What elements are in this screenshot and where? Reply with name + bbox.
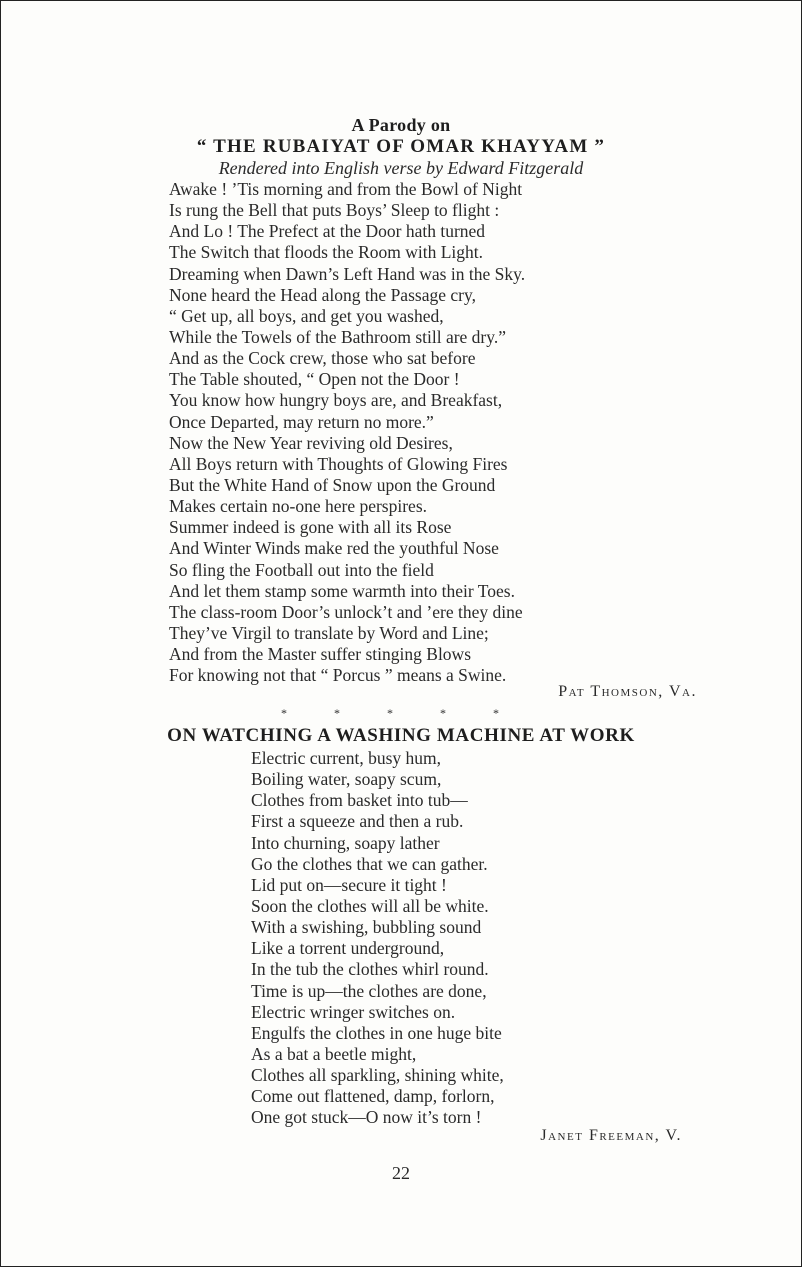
poem-line: Go the clothes that we can gather. (251, 853, 488, 874)
poem-line: “ Get up, all boys, and get you washed, (169, 305, 444, 326)
poem-line: First a squeeze and then a rub. (251, 811, 464, 832)
poem-line: Dreaming when Dawn’s Left Hand was in the Sky. (169, 263, 526, 284)
poem-line: Into churning, soapy lather (251, 832, 440, 853)
poem-line: While the Towels of the Bathroom still are dry.” (169, 326, 507, 347)
poem-line: You know how hungry boys are, and Breakfast, (169, 390, 503, 411)
poem-line: But the White Hand of Snow upon the Ground (169, 474, 496, 495)
poem-line: And Winter Winds make red the youthful Nose (169, 538, 499, 559)
poem-line: Summer indeed is gone with all its Rose (169, 517, 452, 538)
poem-line: Electric wringer switches on. (251, 1001, 456, 1022)
poem-line: As a bat a beetle might, (251, 1043, 417, 1064)
poem-line: With a swishing, bubbling sound (251, 917, 482, 938)
poem-line: Now the New Year reviving old Desires, (169, 432, 453, 453)
poem-line: All Boys return with Thoughts of Glowing Fires (169, 453, 508, 474)
parody-author: Pat Thomson, Va. (558, 683, 697, 700)
poem-line: Soon the clothes will all be white. (251, 895, 489, 916)
page-number: 22 (392, 1163, 410, 1183)
washing-poem-author: Janet Freeman, V. (540, 1127, 682, 1144)
poem-line: And let them stamp some warmth into their Toes. (169, 580, 515, 601)
parody-poem (169, 179, 525, 686)
poem-line: Lid put on—secure it tight ! (251, 874, 447, 895)
poem-line: So fling the Football out into the field (169, 559, 434, 580)
poem-line: Like a torrent underground, (251, 938, 445, 959)
washing-poem (251, 748, 504, 1129)
poem-line: Is rung the Bell that puts Boys’ Sleep to flight : (169, 200, 500, 221)
poem-line: Electric current, busy hum, (251, 748, 442, 768)
poem-line: None heard the Head along the Passage cry, (169, 284, 476, 305)
poem-line: Makes certain no-one here perspires. (169, 496, 428, 517)
poem-line: They’ve Virgil to translate by Word and Line; (169, 622, 489, 643)
poem-line: Boiling water, soapy scum, (251, 769, 442, 790)
poem-line: Awake ! ’Tis morning and from the Bowl of Night (169, 179, 523, 199)
parody-heading: A Parody on (351, 115, 451, 135)
poem-line: And from the Master suffer stinging Blows (169, 644, 472, 665)
poem-line: In the tub the clothes whirl round. (251, 959, 489, 980)
poem-line: Once Departed, may return no more.” (169, 411, 434, 432)
poem-line: For knowing not that “ Porcus ” means a Swine. (169, 665, 507, 686)
section-divider: * * * * * (281, 706, 521, 720)
parody-subtitle: Rendered into English verse by Edward Fitzgerald (218, 158, 584, 178)
poem-line: The Switch that floods the Room with Light. (169, 242, 484, 263)
poem-line: One got stuck—O now it’s torn ! (251, 1107, 482, 1128)
parody-title: “ THE RUBAIYAT OF OMAR KHAYYAM ” (196, 136, 606, 157)
poem-line: The Table shouted, “ Open not the Door ! (169, 369, 460, 390)
poem-line: Clothes all sparkling, shining white, (251, 1065, 504, 1086)
poem-line: Engulfs the clothes in one huge bite (251, 1022, 502, 1043)
washing-poem-title: ON WATCHING A WASHING MACHINE AT WORK (167, 725, 635, 746)
poem-line: The class-room Door’s unlock’t and ’ere they dine (169, 601, 523, 622)
poem-line: Come out flattened, damp, forlorn, (251, 1086, 495, 1107)
poem-line: And Lo ! The Prefect at the Door hath turned (169, 221, 486, 242)
poem-line: And as the Cock crew, those who sat before (169, 348, 476, 369)
poem-line: Clothes from basket into tub— (251, 790, 468, 811)
poem-line: Time is up—the clothes are done, (251, 980, 487, 1001)
